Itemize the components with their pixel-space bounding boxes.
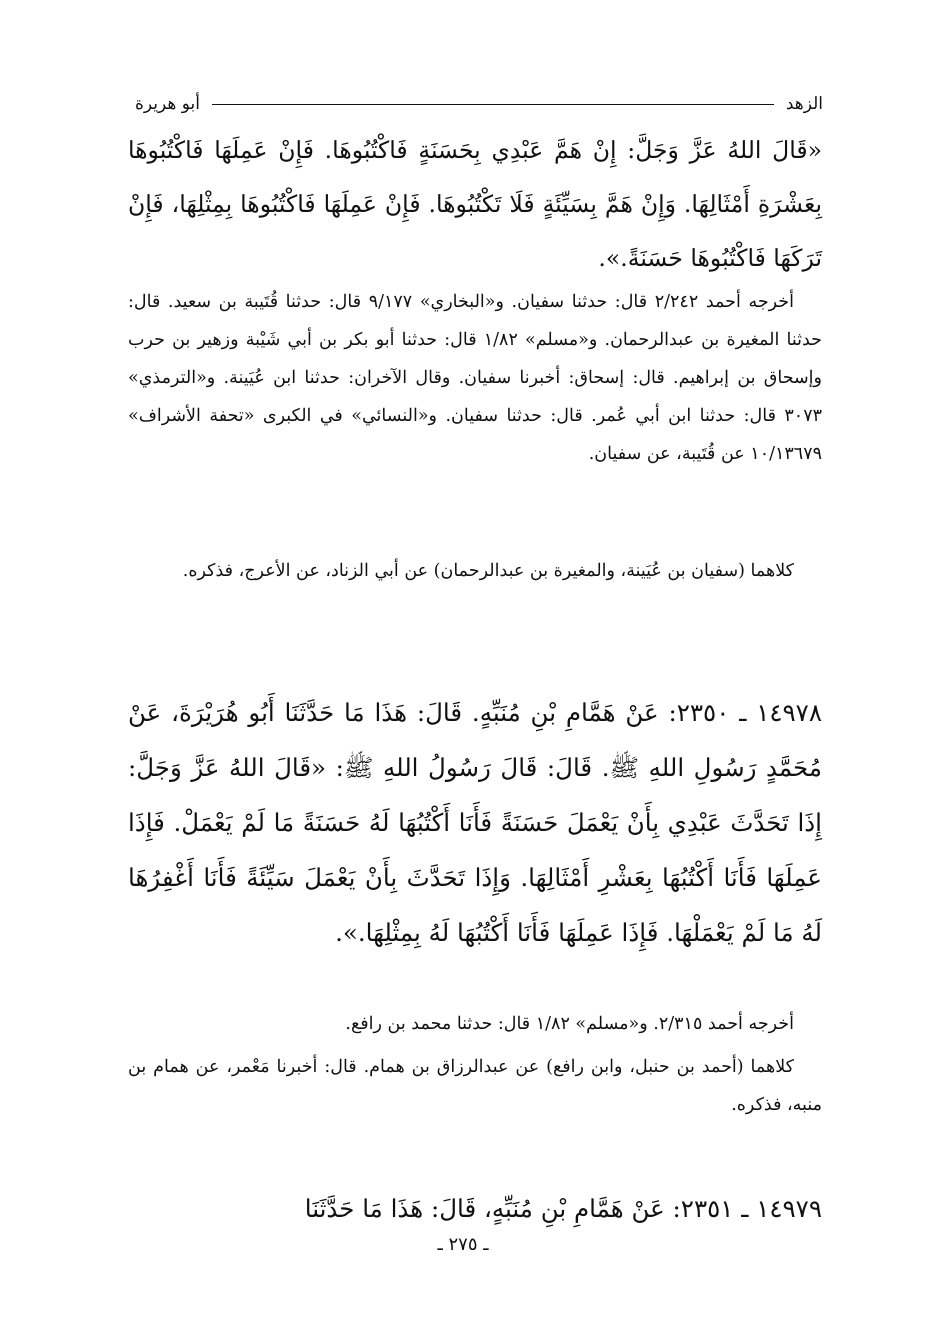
header-chapter-title: الزهد [785, 94, 823, 114]
running-header [135, 88, 823, 120]
hadith-2-summary: كلاهما (أحمد بن حنبل، وابن رافع) عن عبدالرزاق بن همام. قال: أخبرنا مَعْمر، عن همام بن منبه، فذكره. [128, 1057, 822, 1115]
header-rule [212, 104, 774, 105]
hadith-2-text: ١٤٩٧٨ ـ ٢٣٥٠: عَنْ هَمَّامِ بْنِ مُنَبِّهٍ. قَالَ: هَذَا مَا حَدَّثَنَا أَبُو هُرَيْرَةَ، عَنْ مُحَمَّدٍ رَسُولِ اللهِ ﷺ. قَالَ: قَالَ رَسُولُ اللهِ ﷺ: «قَالَ اللهُ عَزَّ وَجَلَّ: إِذَا تَحَدَّثَ عَبْدِي بِأَنْ يَعْمَلَ حَسَنَةً فَأَنَا أَكْتُبُهَا لَهُ حَسَنَةً مَا لَمْ يَعْمَلْ. فَإِذَا عَمِلَهَا فَأَنَا أَكْتُبُهَا بِعَشْرِ أَمْثَالِهَا. وَإِذَا تَحَدَّثَ بِأَنْ يَعْمَلَ سَيِّئَةً فَأَنَا أَغْفِرُهَا لَهُ مَا لَمْ يَعْمَلْهَا. فَإِذَا عَمِلَهَا فَأَنَا أَكْتُبُهَا لَهُ بِمِثْلِهَا.». [128, 698, 822, 947]
hadith-2-takhrij: أخرجه أحمد ٢/٣١٥. و«مسلم» ١/٨٢ قال: حدثنا محمد بن رافع. [345, 1014, 794, 1034]
hadith-1-takhrij: أخرجه أحمد ٢/٢٤٢ قال: حدثنا سفيان. و«البخاري» ٩/١٧٧ قال: حدثنا قُتَيبة بن سعيد. قال: حدثنا المغيرة بن عبدالرحمان. و«مسلم» ١/٨٢ قال: حدثنا أبو بكر بن أبي شَيْبة وزهير بن حرب وإسحاق بن إبراهيم. قال: إسحاق: أخبرنا سفيان. وقال الآخران: حدثنا ابن عُيَينة. و«الترمذي» ٣٠٧٣ قال: حدثنا ابن أبي عُمر. قال: حدثنا سفيان. و«النسائي» في الكبرى «تحفة الأشراف» ١٠/١٣٦٧٩ عن قُتَيبة، عن سفيان. [128, 292, 822, 464]
hadith-3-text: ١٤٩٧٩ ـ ٢٣٥١: عَنْ هَمَّامِ بْنِ مُنَبِّهٍ، قَالَ: هَذَا مَا حَدَّثَنَا [304, 1194, 822, 1223]
page-number: ـ ٢٧٥ ـ [437, 1234, 489, 1255]
header-narrator-title: أبو هريرة [135, 94, 201, 114]
hadith-1-summary: كلاهما (سفيان بن عُيَينة، والمغيرة بن عبدالرحمان) عن أبي الزناد، عن الأعرج، فذكره. [182, 561, 794, 581]
hadith-1-text: «قَالَ اللهُ عَزَّ وَجَلَّ: إِنْ هَمَّ عَبْدِي بِحَسَنَةٍ فَاكْتُبُوهَا. فَإِنْ عَمِلَهَا فَاكْتُبُوهَا بِعَشْرَةِ أَمْثَالِهَا. وَإِنْ هَمَّ بِسَيِّئَةٍ فَلَا تَكْتُبُوهَا. فَإِنْ عَمِلَهَا فَاكْتُبُوهَا بِمِثْلِهَا، فَإِنْ تَرَكَهَا فَاكْتُبُوهَا حَسَنَةً.». [128, 136, 822, 272]
